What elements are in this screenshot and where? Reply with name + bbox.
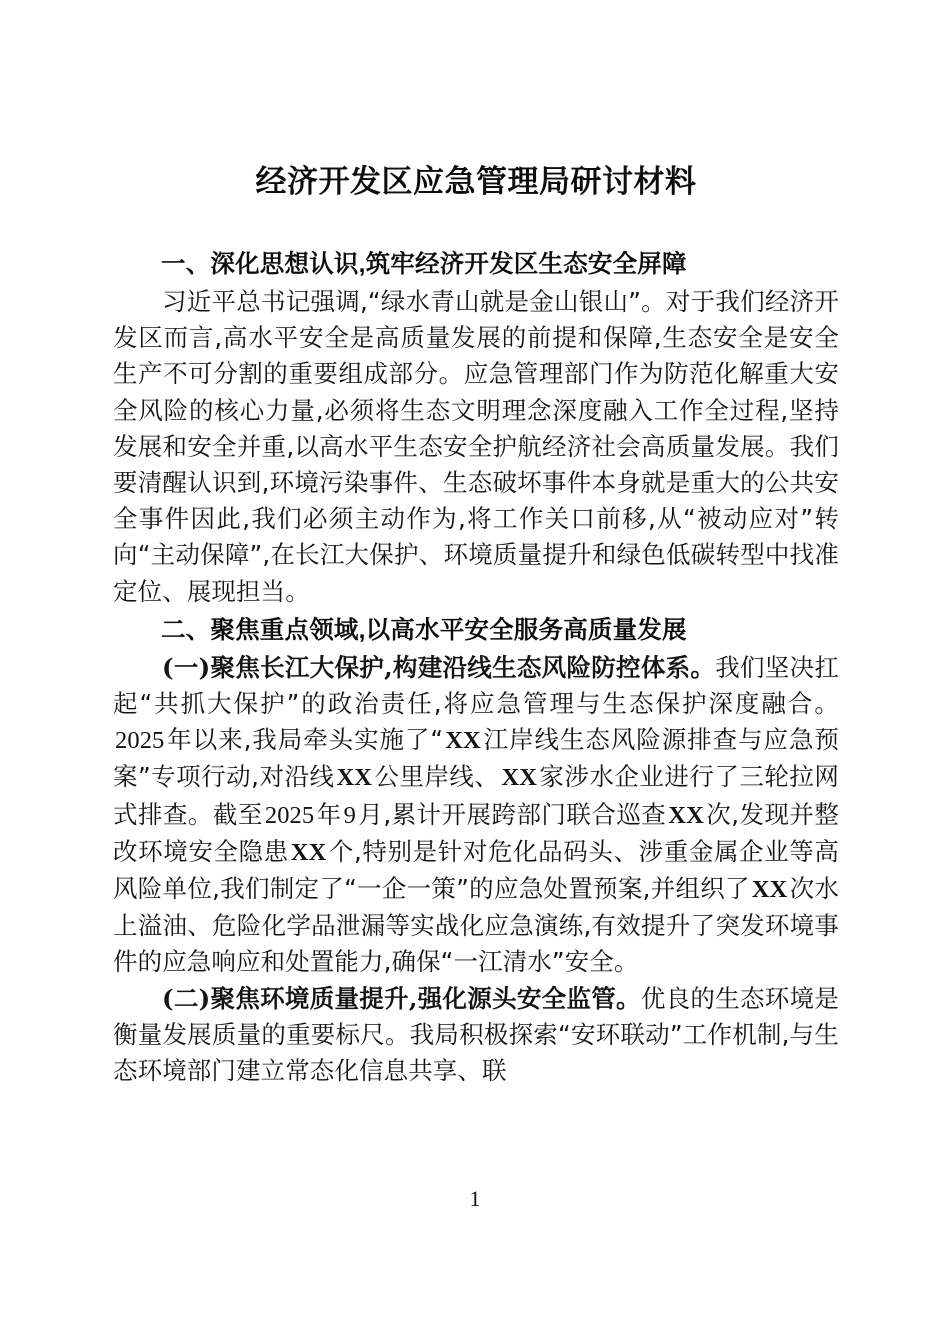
paragraph-2-lead: (一)聚焦长江大保护,构建沿线生态风险防控体系。 <box>162 652 716 682</box>
text-run-num: 2025 <box>264 801 315 829</box>
document-body <box>113 160 839 1089</box>
text-run-cn: 次水上溢油、危险化学品泄漏等实战化应急演练,有效提升了突发环境事件的应急响应和处置能力,确保“一江清水”安全。 <box>113 874 839 977</box>
text-run-cn: 家涉水企业进行了三轮拉网式排查。截至 <box>113 762 839 829</box>
text-run-xx: XX <box>336 764 373 792</box>
text-run-cn: 公里岸线、 <box>374 762 500 792</box>
text-run-xx: XX <box>290 838 327 866</box>
paragraph-3-lead: (二)聚焦环境质量提升,强化源头安全监管。 <box>162 983 641 1013</box>
text-run-cn: 个,特别是针对危化品码头、涉重金属企业等高风险单位,我们制定了“一企一策”的应急处置预案,并组织了 <box>113 836 839 904</box>
text-run-xx: XX <box>501 764 538 792</box>
text-run-xx: XX <box>751 876 788 904</box>
text-run-cn: 月,累计开展跨部门联合巡查 <box>357 799 667 829</box>
paragraph-1: 习近平总书记强调,“绿水青山就是金山银山”。对于我们经济开发区而言,高水平安全是高质量发展的前提和保障,生态安全是安全生产不可分割的重要组成部分。应急管理部门作为防范化解重大安全风险的核心力量,必须将生态文明理念深度融入工作全过程,坚持发展和安全并重,以高水平生态安全护航经济社会高质量发展。我们要清醒认识到,环境污染事件、生态破坏事件本身就是重大的公共安全事件因此,我们必须主动作为,将工作关口前移,从“被动应对”转向“主动保障”,在长江大保护、环境质量提升和绿色低碳转型中找准定位、展现担当。 <box>113 287 839 606</box>
section-heading-2: 二、聚焦重点领域,以高水平安全服务高质量发展 <box>161 616 687 644</box>
text-run-num: 9 <box>343 801 356 829</box>
text-run-cn: 优良的生态环境是衡量发展质量的重要标尺。我局积极探索“安环联动”工作机制,与生态环境部门建立常态化信息共享、联 <box>113 983 839 1086</box>
text-run-cn: 我们坚决扛起“共抓大保护”的政治责任,将应急管理与生态保护深度融合。 <box>113 652 839 719</box>
section-heading-1: 一、深化思想认识,筑牢经济开发区生态安全屏障 <box>161 251 687 278</box>
text-run-xx: XX <box>668 801 704 829</box>
paragraph-2 <box>113 650 839 981</box>
text-run-cn: 次,发现并整改环境安全隐患 <box>113 799 839 866</box>
page-title: 经济开发区应急管理局研讨材料 <box>255 164 697 200</box>
paragraph-2-body <box>113 653 839 977</box>
text-run-cn: 年 <box>316 799 342 829</box>
page-number: 1 <box>469 1186 481 1211</box>
text-run-cn: 江岸线生态风险源排查与应急预案”专项行动,对沿线 <box>113 725 839 792</box>
text-run-xx: XX <box>445 727 481 755</box>
text-run-num: 2025 <box>115 727 165 755</box>
paragraph-3 <box>113 981 839 1090</box>
text-run-cn: 年以来,我局牵头实施了“ <box>166 725 444 755</box>
